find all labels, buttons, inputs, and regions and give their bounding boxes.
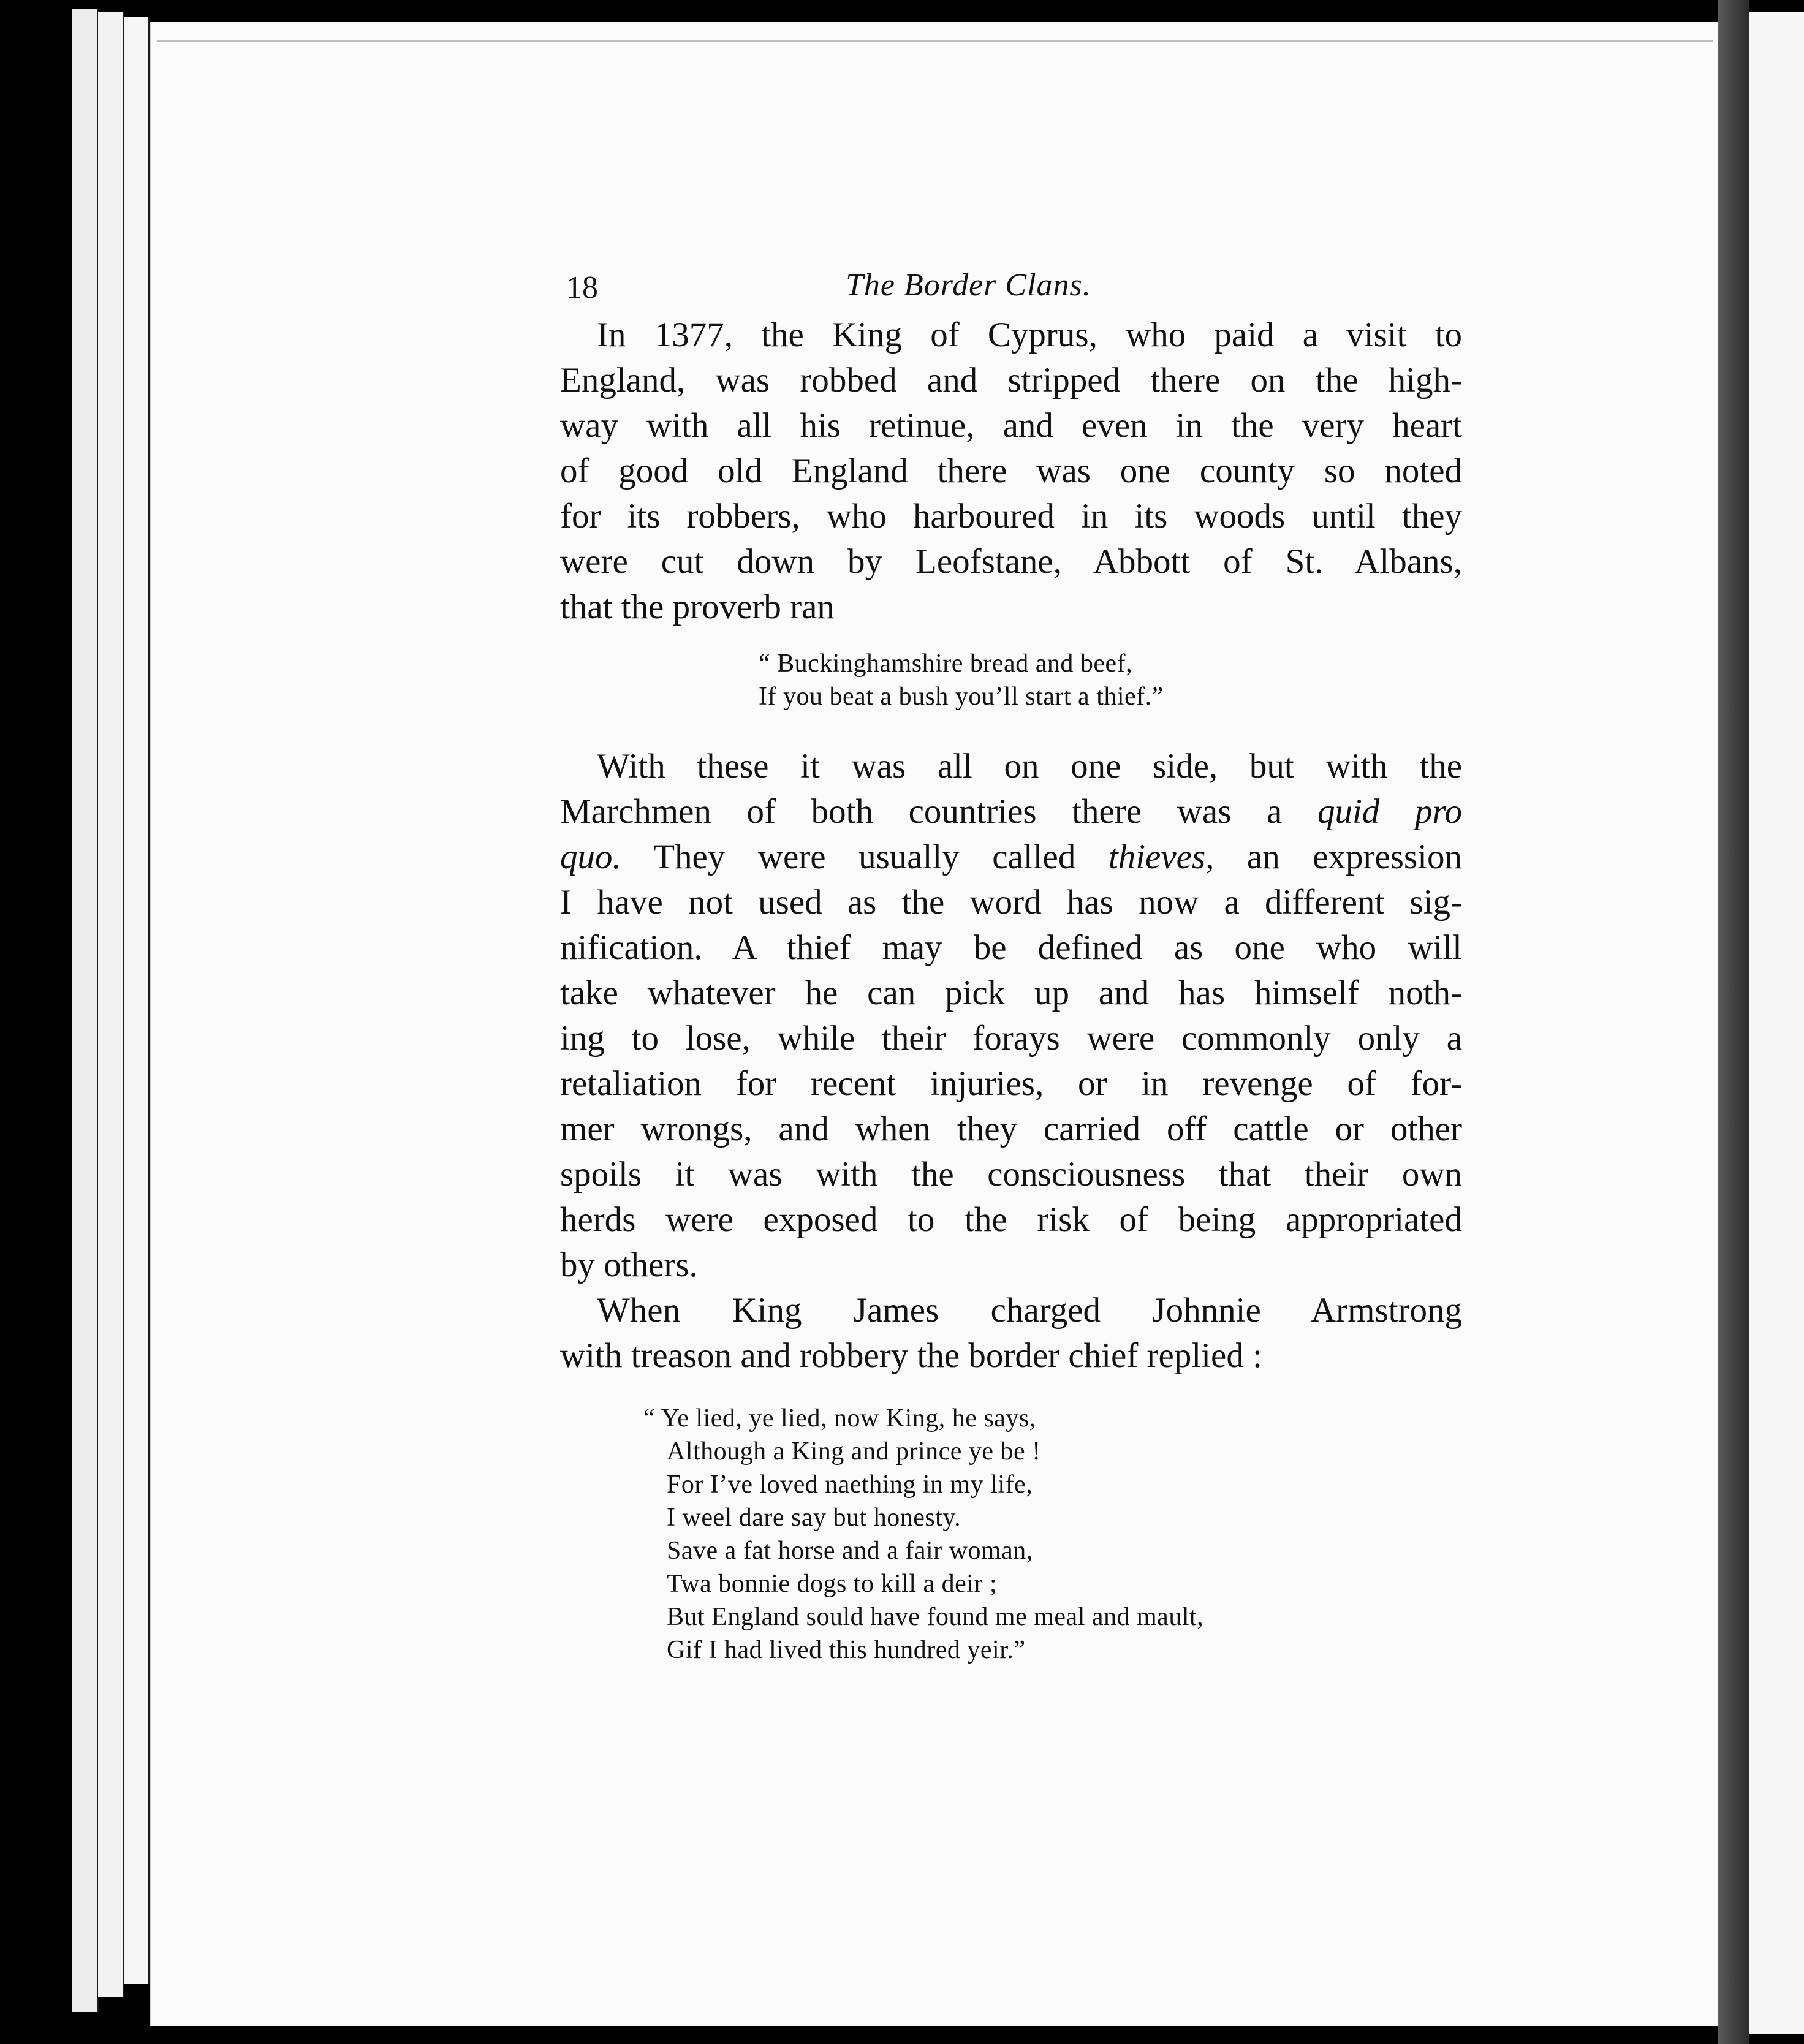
verse-line: “ Ye lied, ye lied, now King, he says, xyxy=(643,1404,1036,1433)
text-line: that the proverb ran xyxy=(560,588,835,626)
verse-line: “ Buckinghamshire bread and beef, xyxy=(759,649,1133,678)
text-line: retaliation for recent injuries, or in revenge of for- xyxy=(560,1064,1462,1103)
book-gutter xyxy=(1718,0,1749,2044)
verse-line: Save a fat horse and a fair woman, xyxy=(667,1537,1033,1565)
text-span: an expression xyxy=(1214,838,1462,876)
text-span: Marchmen of both countries there was a xyxy=(560,792,1317,831)
text-line: ing to lose, while their forays were commonly only a xyxy=(560,1019,1462,1058)
running-title: The Border Clans. xyxy=(846,268,1091,303)
text-line xyxy=(558,835,1465,880)
italic-phrase: quid pro xyxy=(1317,792,1463,831)
text-line: With these it was all on one side, but with the xyxy=(597,747,1462,785)
page-border-line xyxy=(157,40,1713,42)
text-line: of good old England there was one county so noted xyxy=(560,452,1462,490)
verse-line: For I’ve loved naething in my life, xyxy=(667,1471,1033,1499)
verse-line: Gif I had lived this hundred yeir.” xyxy=(667,1636,1026,1664)
verse-line: But England sould have found me meal and mault, xyxy=(667,1603,1204,1631)
text-line xyxy=(558,789,1465,835)
quote-ballad xyxy=(643,1402,1465,1667)
text-line: take whatever he can pick up and has himself noth- xyxy=(560,974,1462,1012)
page-edge xyxy=(98,12,124,1997)
facing-page-edge xyxy=(1749,12,1804,2034)
text-line: with treason and robbery the border chief replied : xyxy=(560,1336,1262,1375)
page-number: 18 xyxy=(566,270,598,305)
text-line: were cut down by Leofstane, Abbott of St. Albans, xyxy=(560,542,1462,581)
text-line: England, was robbed and stripped there on the high- xyxy=(560,361,1462,399)
italic-word: thieves, xyxy=(1108,838,1215,876)
text-span: They were usually called xyxy=(621,838,1109,876)
text-line: by others. xyxy=(560,1246,698,1284)
quote-proverb xyxy=(759,647,1465,713)
text-line: herds were exposed to the risk of being appropriated xyxy=(560,1200,1462,1239)
text-line: mer wrongs, and when they carried off cattle or other xyxy=(560,1110,1462,1148)
verse-line: Although a King and prince ye be ! xyxy=(667,1437,1041,1466)
text-line: I have not used as the word has now a different sig- xyxy=(560,883,1462,922)
text-line: When King James charged Johnnie Armstrong xyxy=(597,1291,1462,1330)
text-line: way with all his retinue, and even in the very heart xyxy=(560,406,1462,445)
page-text xyxy=(558,257,1465,1667)
verse-line: Twa bonnie dogs to kill a deir ; xyxy=(667,1570,998,1598)
text-line: spoils it was with the consciousness that their own xyxy=(560,1155,1462,1194)
page-edge xyxy=(72,9,99,2012)
page-header xyxy=(558,257,1465,312)
paragraph-1 xyxy=(558,312,1465,630)
page-edge xyxy=(124,17,150,1984)
italic-phrase: quo. xyxy=(560,838,621,876)
text-line: nification. A thief may be defined as one who will xyxy=(560,928,1462,967)
verse-line: If you beat a bush you’ll start a thief.” xyxy=(759,683,1164,711)
text-line: In 1377, the King of Cyprus, who paid a visit to xyxy=(597,316,1462,354)
text-line: for its robbers, who harboured in its woods until they xyxy=(560,497,1462,536)
paragraph-3 xyxy=(558,1288,1465,1379)
verse-line: I weel dare say but honesty. xyxy=(667,1504,961,1532)
paragraph-2 xyxy=(558,744,1465,1288)
